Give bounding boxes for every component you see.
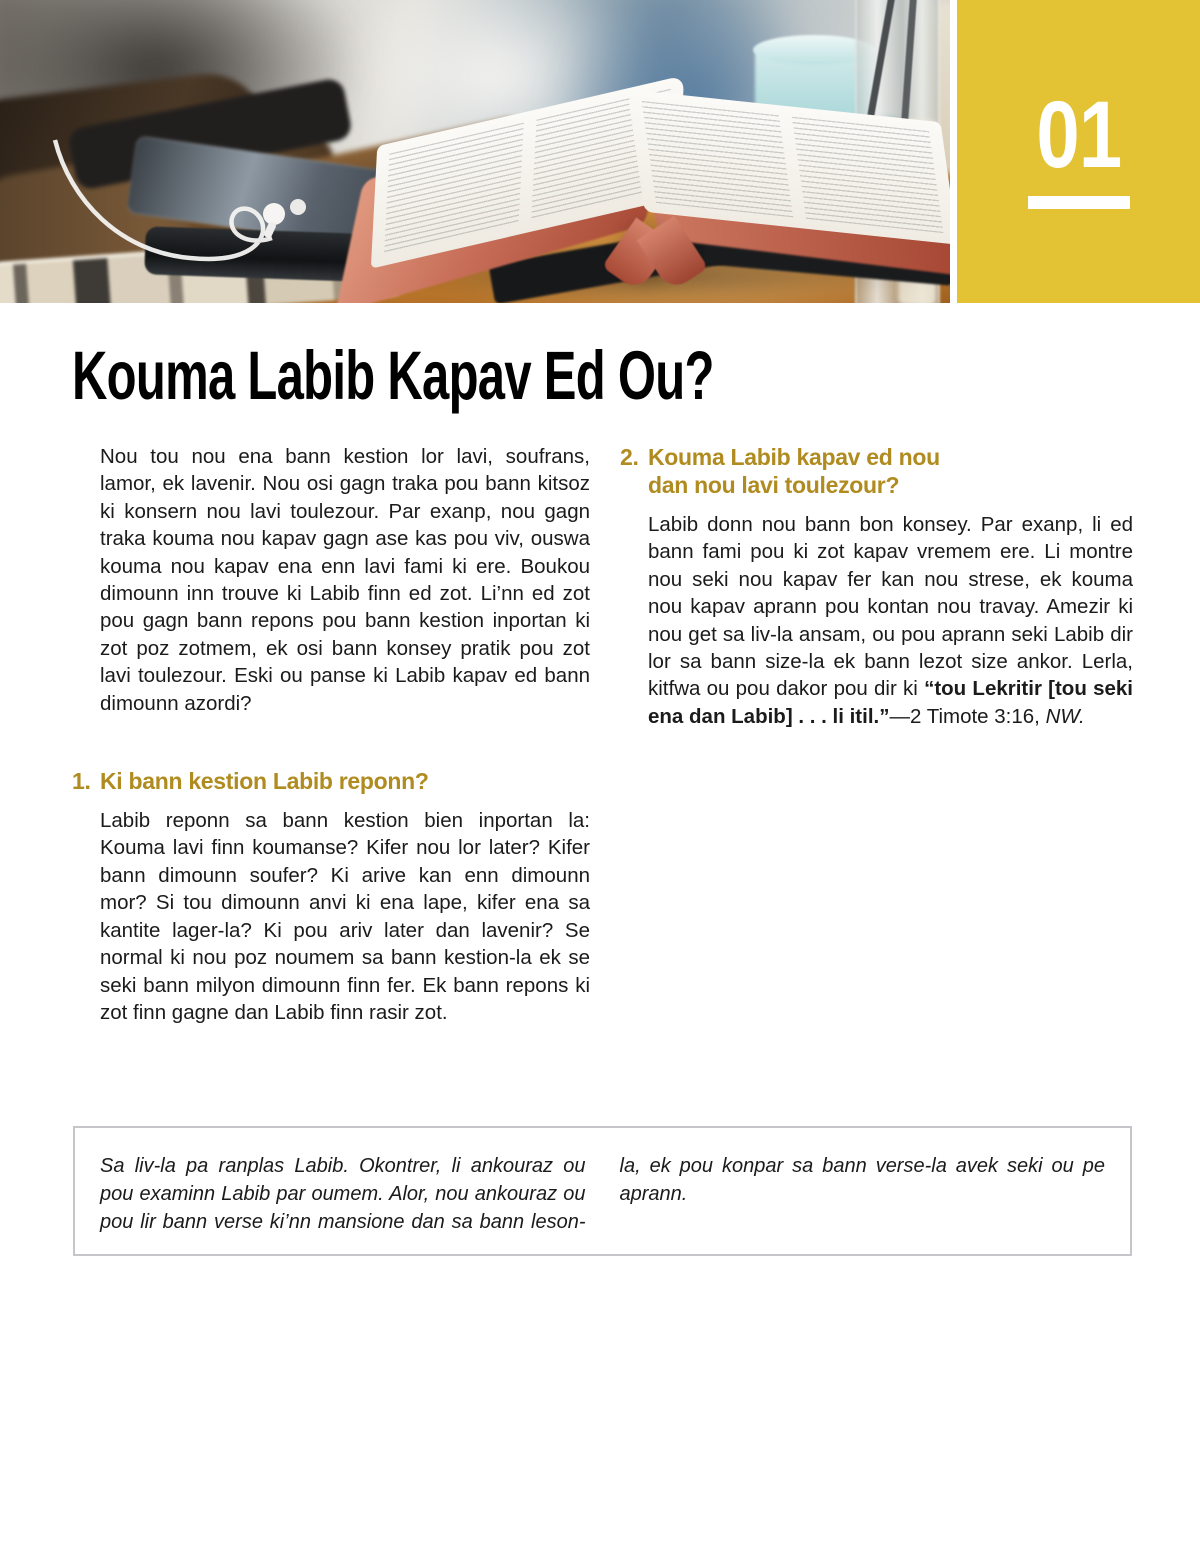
right-column [620, 443, 1133, 1026]
question-2-heading-line-2: dan nou lavi toulezour? [648, 472, 900, 498]
question-2-body [648, 511, 1133, 730]
earphones-icon [0, 0, 950, 303]
intro-paragraph: Nou tou nou ena bann kestion lor lavi, soufrans, lamor, ek lavenir. Nou osi gagn traka pou bann kitsoz ki konsern nou lavi toulezour. Par exanp, nou gagn traka kouma nou kapav gagn ase kas pou viv, ouswa kouma nou kapav ena enn lavi fami ki ere. Boukou dimounn inn trouve ki Labib finn ed zot. Li’nn ed zot pou gagn bann repons pou bann kestion inportan ki zot poz zotmem, ek osi bann konsey pratik pou zot lavi toulezour. Eski ou panse ki Labib kapav ed bann dimounn azordi? [100, 445, 590, 715]
note-box [73, 1126, 1132, 1256]
bible-study-photo [0, 0, 950, 303]
lesson-number-underline [1028, 196, 1130, 209]
scripture-translation: NW. [1045, 704, 1085, 728]
question-2-heading [620, 443, 1133, 499]
note-box-text: Sa liv-la pa ranplas Labib. Okontrer, li ankouraz ou pou examinn Labib par oumem. Alor, nou ankouraz ou pou lir bann verse ki’nn mansione dan sa bann leson-la, ek pou konpar sa bann verse-la avek seki ou pe aprann. [100, 1155, 1105, 1233]
question-2-number: 2. [620, 444, 639, 470]
question-1-number: 1. [72, 768, 91, 795]
hero-header [0, 0, 1200, 303]
question-1-heading-text: Ki bann kestion Labib reponn? [100, 768, 429, 795]
scripture-citation: —2 Timote 3:16, [889, 704, 1046, 728]
left-column [72, 443, 590, 1026]
content-columns [72, 443, 1133, 1026]
lesson-number: 01 [1035, 82, 1121, 188]
lesson-badge [957, 0, 1200, 303]
question-2-body-text: Labib donn nou bann bon konsey. Par exanp, li ed bann fami pou ki zot kapav vremem ere. Li montre nou seki nou kapav fer kan nou strese, ek kouma nou kapav aprann pou kontan nou travay. Amezir ki nou get sa liv-la ansam, ou pou aprann seki Labib dir lor sa bann size-la ek bann lezot size ankor. Lerla, kitfwa ou pou dakor pou dir ki [648, 513, 1133, 701]
page-title: Kouma Labib Kapav Ed Ou? [72, 337, 714, 414]
scripture-quote: “tou Lekritir [tou seki ena dan Labib] . . . li itil.” [648, 677, 1133, 728]
question-1-body: Labib reponn sa bann kestion bien inportan la: Kouma lavi finn koumanse? Kifer nou lor later? Kifer bann dimounn soufer? Ki arive kan enn dimounn mor? Si tou dimounn anvi ki ena lape, kifer ena sa kantite lager-la? Ki pou ariv later dan lavenir? Se normal ki nou poz noumem sa bann kestion-la ek se seki bann milyon dimounn finn fer. Ek bann repons ki zot finn gagne dan Labib finn rasir zot. [100, 809, 590, 1024]
question-1-heading [72, 767, 590, 795]
question-2-heading-line-1: Kouma Labib kapav ed nou [648, 444, 940, 470]
